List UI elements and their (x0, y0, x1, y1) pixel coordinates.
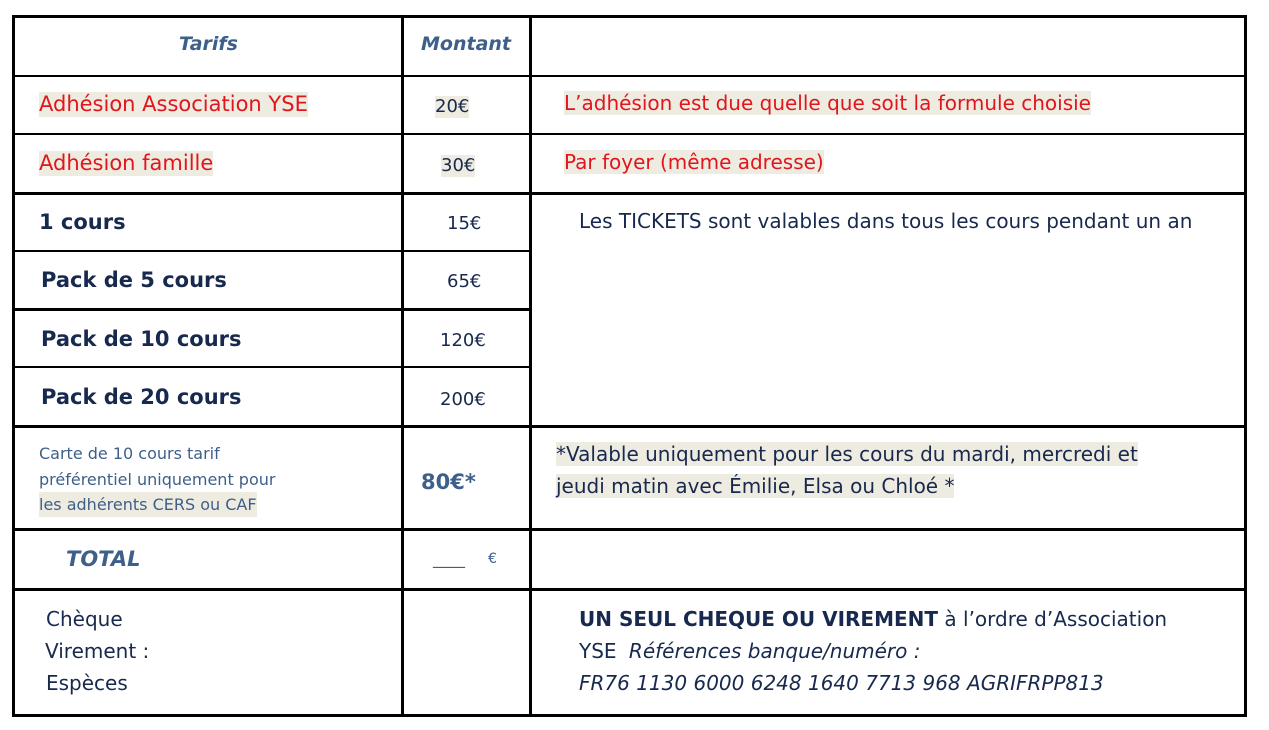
payment-instruction (579, 607, 1167, 631)
bank-reference-label: Références banque/numéro : (628, 639, 921, 663)
row-border (12, 366, 532, 368)
amount-adhesion-yse: 20€ (435, 96, 470, 117)
row-border-top (12, 15, 1247, 18)
row-border (12, 588, 1247, 591)
carte-label-line-3: les adhérents CERS ou CAF (39, 492, 257, 517)
iban: FR76 1130 6000 6248 1640 7713 968 AGRIFRPP813 (579, 671, 1104, 695)
payment-instruction-bold: UN SEUL CHEQUE OU VIREMENT (579, 607, 939, 631)
payment-method-virement: Virement : (45, 639, 150, 663)
row-border (12, 528, 1247, 531)
row-label-pack-20: Pack de 20 cours (41, 385, 242, 409)
row-border (12, 308, 532, 311)
bank-prefix: YSE (579, 639, 617, 663)
row-border-bottom (12, 714, 1247, 717)
amount-1-cours: 15€ (447, 213, 482, 234)
total-blank: ____ (433, 549, 465, 568)
carte-label-line-2: préférentiel uniquement pour (39, 470, 276, 489)
row-border (12, 75, 1247, 77)
header-montant: Montant (421, 33, 511, 55)
amount-pack-10: 120€ (440, 330, 486, 351)
row-border (12, 250, 532, 252)
payment-instruction-rest: à l’ordre d’Association (938, 607, 1168, 631)
row-label-pack-5: Pack de 5 cours (41, 268, 227, 292)
payment-method-especes: Espèces (46, 671, 128, 695)
amount-pack-5: 65€ (447, 271, 482, 292)
carte-note-line-2: jeudi matin avec Émilie, Elsa ou Chloé * (556, 474, 955, 498)
row-label-1-cours: 1 cours (39, 210, 126, 234)
amount-adhesion-famille: 30€ (441, 155, 476, 176)
table-border-right (1244, 15, 1247, 717)
carte-label-line-1: Carte de 10 cours tarif (39, 444, 220, 463)
row-label-adhesion-famille: Adhésion famille (39, 151, 214, 175)
note-adhesion-famille: Par foyer (même adresse) (564, 150, 824, 174)
header-tarifs: Tarifs (179, 33, 238, 55)
total-label: TOTAL (66, 547, 141, 571)
row-border (12, 192, 1247, 195)
row-border (12, 133, 1247, 135)
row-label-adhesion-yse: Adhésion Association YSE (39, 92, 308, 116)
bank-reference-line (579, 639, 920, 663)
amount-pack-20: 200€ (440, 389, 486, 410)
row-label-pack-10: Pack de 10 cours (41, 327, 242, 351)
carte-note-line-1: *Valable uniquement pour les cours du mardi, mercredi et (556, 442, 1138, 466)
payment-method-cheque: Chèque (46, 607, 123, 631)
note-adhesion-yse: L’adhésion est due quelle que soit la formule choisie (564, 91, 1091, 115)
row-border (12, 425, 1247, 428)
amount-carte: 80€* (421, 470, 476, 494)
note-tickets: Les TICKETS sont valables dans tous les cours pendant un an (579, 209, 1193, 233)
total-currency: € (488, 551, 497, 567)
